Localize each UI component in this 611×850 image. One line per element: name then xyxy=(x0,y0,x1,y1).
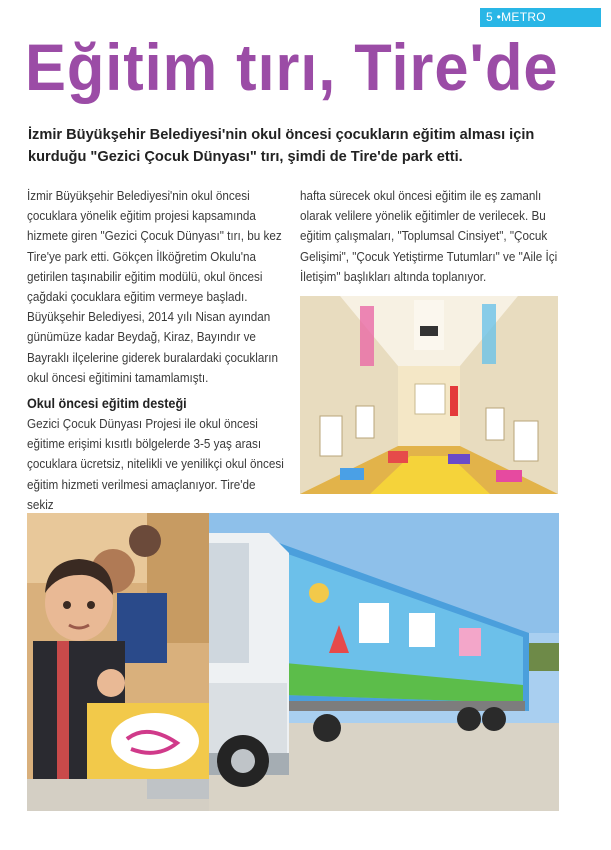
page-number-badge: 5 •METRO xyxy=(480,8,601,27)
paragraph-1: İzmir Büyükşehir Belediyesi'nin okul öncesi çocuklara yönelik eğitim projesi kapsamında hizmete giren "Gezici Çocuk Dünyası" tırı, bu kez Tire'ye park etti. Gökçen İlköğretim Okulu'na getirilen taşınabilir eğitim modülü, okul öncesi çağdaki çocuklara eğitim vermeye başladı. Büyükşehir Belediyesi, 2014 yılı Nisan ayından günümüze kadar Beydağ, Kiraz, Bayındır ve Bayraklı ilçelerine giderek buralardaki çocukların okul öncesi eğitimini tamamlamıştı. xyxy=(27,188,282,385)
paragraph-3: hafta sürecek okul öncesi eğitim ile eş zamanlı olarak velilere yönelik eğitimler de verilecek. Bu eğitim çalışmaları, "Toplumsal Cinsiyet", "Çocuk Gelişimi", "Çocuk Yetiştirme Tutumları" ve "Aile İçi İletişim" başlıkları altında toplanıyor. xyxy=(300,188,558,284)
truck-photo-ground xyxy=(27,779,209,811)
left-column xyxy=(27,186,314,515)
right-column xyxy=(300,186,592,287)
paragraph-2: Gezici Çocuk Dünyası Projesi ile okul öncesi eğitime erişimi kısıtlı bölgelerde 3-5 yaş arası çocuklara ücretsiz, nitelikli ve yenilikçi okul öncesi eğitim hizmeti verilmesi amaçlanıyor. Tire'de sekiz xyxy=(27,416,284,512)
article-title: Eğitim tırı, Tire'de xyxy=(25,30,559,104)
article-lead: İzmir Büyükşehir Belediyesi'nin okul öncesi çocukların eğitim alması için kurduğu "Gezici Çocuk Dünyası" tırı, şimdi de Tire'de park etti. xyxy=(28,127,535,165)
children-drawing-photo xyxy=(27,513,209,779)
education-truck-photo xyxy=(209,513,559,811)
truck-interior-photo xyxy=(300,296,558,494)
subheading: Okul öncesi eğitim desteği xyxy=(27,395,187,412)
